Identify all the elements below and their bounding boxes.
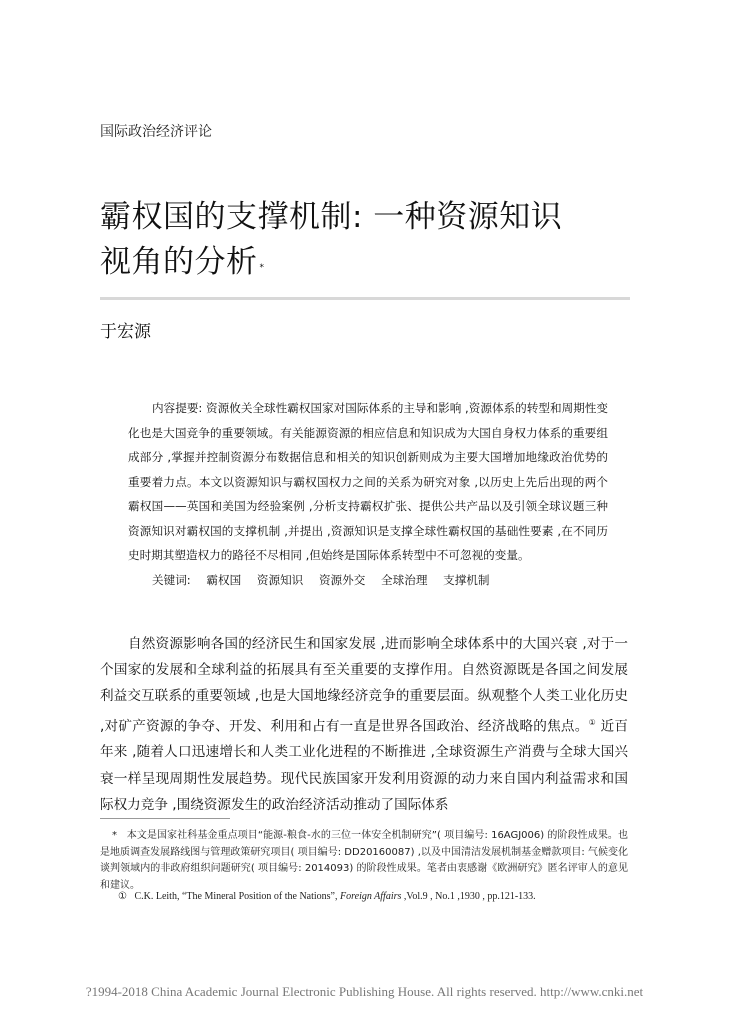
body-paragraph: 自然资源影响各国的经济民生和国家发展 ,进而影响全球体系中的大国兴衰 ,对于一个国家的发展和全球利益的拓展具有至关重要的支撑作用。自然资源既是各国之间发展利益交互联系的重要领域 ,也是大国地缘经济竞争的重要层面。纵观整个人类工业化历史 ,对矿产资源的争夺、开发、利用和占有一直是世界各国政治、经济战略的焦点。① 近百年来 ,随着人口迅速增长和人类工业化进程的不断推进 ,全球资源生产消费与全球大国兴衰一样呈现周期性发展趋势。现代民族国家开发利用资源的动力来自国内利益需求和国际权力竞争 ,围绕资源发生的政治经济活动推动了国际体系 (100, 636, 629, 813)
author-name: 于宏源 (100, 322, 151, 342)
article-title (100, 195, 562, 285)
keyword: 支撑机制 (443, 572, 490, 587)
footnote-1-mark: ① (118, 891, 127, 902)
keyword: 全球治理 (381, 572, 428, 587)
keyword: 资源外交 (318, 572, 366, 587)
keywords-label: 关键词: (152, 572, 191, 587)
footnote-divider (100, 818, 230, 819)
abstract-text: 内容提要: 资源攸关全球性霸权国家对国际体系的主导和影响 ,资源体系的转型和周期性变化也是大国竞争的重要领域。有关能源资源的相应信息和知识成为大国自身权力体系的重要组成部分 ,掌握并控制资源分布数据信息和相关的知识创新则成为主要大国增加地缘政治优势的重要着力点。本文以资源知识与霸权国权力之间的关系为研究对象 ,以历史上先后出现的两个霸权国——英国和美国为经验案例 ,分析支持霸权扩张、提供公共产品以及引领全球议题三种资源知识对霸权国的支撑机制 ,并提出 ,资源知识是支撑全球性霸权国的基础性要素 ,在不同历史时期其塑造权力的路径不尽相同 ,但始终是国际体系转型中不可忽视的变量。 (128, 401, 608, 562)
footnote-1-details: ,Vol.9 , No.1 ,1930 , pp.121-133. (403, 891, 536, 902)
footnote-ref-1[interactable]: ① (588, 717, 597, 727)
title-divider (100, 297, 630, 300)
keywords (128, 568, 608, 593)
title-footnote-mark[interactable]: * (259, 263, 265, 273)
footnote-1 (118, 891, 628, 902)
body-text (100, 631, 628, 818)
article-title-line-1: 霸权国的支撑机制: 一种资源知识 (100, 199, 563, 235)
abstract (128, 396, 608, 592)
footnote-funding (100, 828, 628, 894)
keyword: 霸权国 (206, 572, 242, 587)
article-title-line-2: 视角的分析 * (100, 244, 265, 280)
journal-section-label: 国际政治经济评论 (100, 124, 212, 140)
copyright-notice: ?1994-2018 China Academic Journal Electronic Publishing House. All rights reserved. http://www.cnki.net (85, 984, 644, 999)
footnote-funding-text: 本文是国家社科基金重点项目“能源-粮食-水的三位一体安全机制研究”( 项目编号: 16AGJ006) 的阶段性成果。也是地质调查发展路线图与管理政策研究项目( 项目编号: DD20160087) ,以及中国清洁发展机制基金赠款项目: 气候变化谈判领域内的非政府组织问题研究( 项目编号: 2014093) 的阶段性成果。笔者由衷感谢《欧洲研究》匿名评审人的意见和建议。 (100, 830, 628, 891)
footnote-1-journal: Foreign Affairs (340, 891, 402, 902)
footnote-mark-star: * (112, 830, 117, 841)
keyword: 资源知识 (256, 572, 304, 587)
footnote-1-text: C.K. Leith, “The Mineral Position of the Nations”, (134, 891, 338, 902)
